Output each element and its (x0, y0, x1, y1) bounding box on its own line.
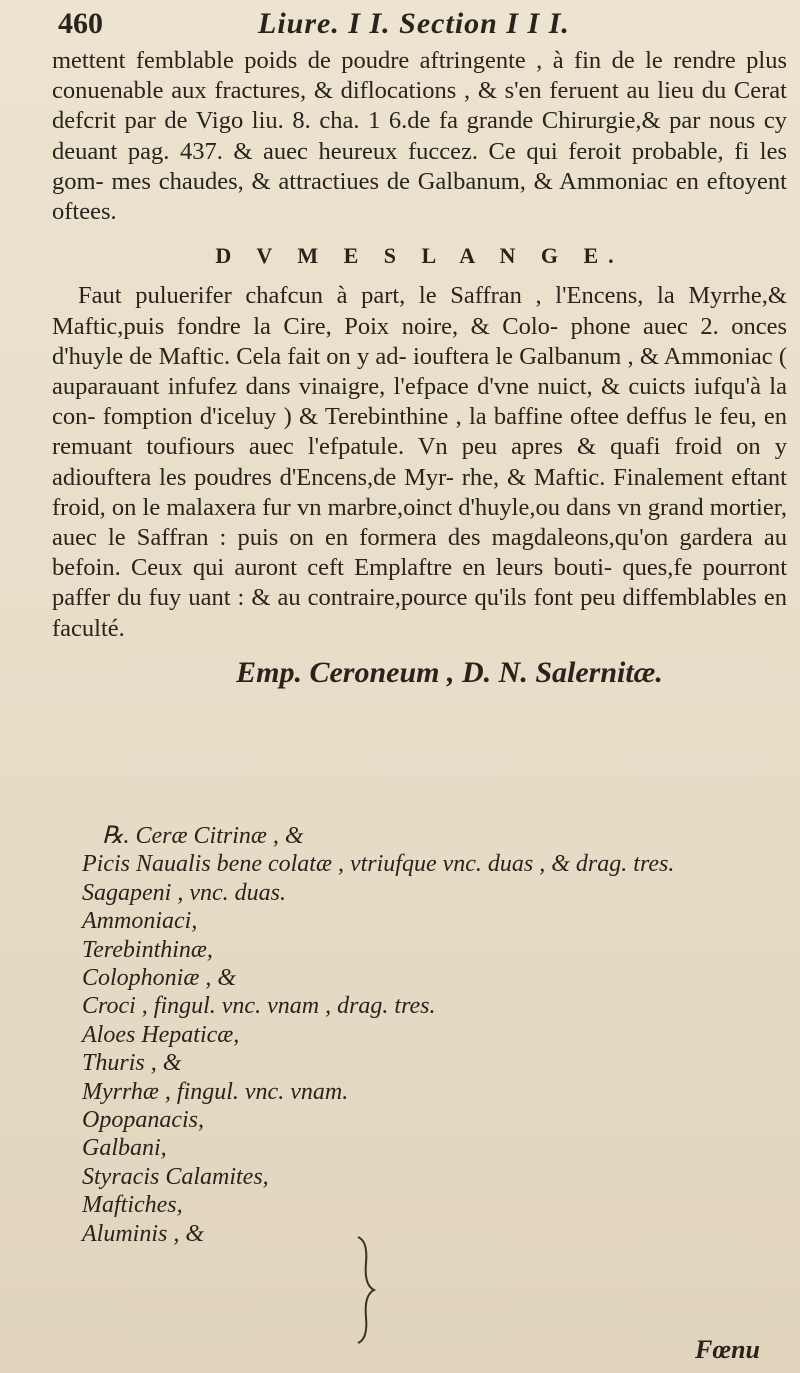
text-line: vn marbre,oinct d'huyle,ou dans vn grand mortier, auec le (52, 493, 787, 552)
recipe-line: Aloes Hepaticæ, (82, 1021, 240, 1048)
recipe-line: Thuris , & (82, 1050, 182, 1077)
text-line: dans vinaigre, l'efpace d'vne nuict, & cuicts iufqu'à la con- (52, 373, 787, 431)
curly-brace-icon (352, 1235, 382, 1345)
recipe-line: Galbani, (82, 1135, 167, 1162)
catchword: Fœnu (694, 1335, 760, 1364)
page-number: 460 (58, 7, 103, 40)
text-line: en eftoyent oftees. (52, 167, 787, 226)
text-line: rendre plus conuenable aux fractures, & diflocations , & (52, 47, 787, 105)
text-line: phone auec 2. onces d'huyle de Maftic. Cela fait on y ad- (52, 312, 788, 370)
text-line: rhe, & Maftic. Finalement eftant froid, on le malaxera fur (52, 463, 787, 521)
recipe-line: Maftiches, (82, 1192, 183, 1219)
recipe-line: Aluminis , & (82, 1220, 205, 1247)
running-title: Liure. I I. Section I I I. (258, 7, 570, 40)
recipe-line: Ammoniaci, (82, 908, 198, 935)
paragraph-1 (52, 46, 787, 227)
text-line: ques,fe pourront paffer du fuy uant : & au contraire,pource (52, 554, 787, 612)
text-line: s'en feruent au lieu du Cerat defcrit par de Vigo liu. 8. cha. (52, 77, 787, 135)
page-header (58, 4, 778, 44)
recipe-line: Opopanacis, (82, 1107, 204, 1134)
text-line: Myrrhe,& Maftic,puis fondre la Cire, Poix noire, & Colo- (52, 282, 787, 340)
text-line: fomption d'iceluy ) & Terebinthine , la baffine oftee deffus (102, 403, 695, 431)
recipe-line: Terebinthinæ, (82, 936, 213, 963)
text-line: 1 6.de fa grande Chirurgie,& par nous cy deuant pag. 437. (52, 107, 787, 165)
text-line: ioufterа le Galbanum , & Ammoniac ( auparauant infufez (52, 342, 787, 401)
paragraph-2 (52, 281, 787, 643)
text-line: mes chaudes, & attractiues de Galbanum, & Ammoniac (111, 167, 676, 195)
recipe-line: Croci , fingul. vnc. vnam , drag. tres. (82, 993, 436, 1020)
text-line: qu'ils font peu diffemblables en faculté. (52, 584, 787, 642)
recipe-line: ℞. Ceræ Citrinæ , & (102, 823, 304, 849)
recipe-line: Myrrhæ , fingul. vnc. vnam. (82, 1078, 349, 1105)
recipe-line: Colophoniæ , & (82, 965, 237, 992)
section-title: D V M E S L A N G E. (215, 243, 624, 269)
text-line: mettent femblable poids de poudre aftringente , à fin de le (52, 47, 674, 74)
main-text (52, 46, 787, 692)
recipe-list (82, 822, 762, 1248)
text-line: & auec heureux fuccez. Ce qui feroit probable, fi les gom- (52, 137, 787, 195)
recipe-line: Styracis Calamites, (82, 1163, 269, 1190)
recipe-line: Sagapeni , vnc. duas. (82, 879, 286, 906)
text-line: au befoin. Ceux qui auront ceft Emplaftre en leurs bouti- (52, 524, 787, 582)
text-line: Faut puluerifer chafcun à part, le Saffran , l'Encens, la (78, 282, 689, 310)
recipe-line: Picis Naualis bene colatæ , vtriufque vnc. duas , & drag. tres. (82, 851, 675, 878)
text-line: le feu, en remuant toufiours auec l'efpatule. Vn peu apres (52, 403, 787, 461)
text-line: Saffran : puis on en formera des magdaleons,qu'on gardera (136, 524, 764, 552)
recipe-title: Emp. Ceroneum , D. N. Salernitæ. (236, 655, 663, 689)
text-line: & quafi froid on y adiouftera les poudres d'Encens,de Myr- (52, 433, 787, 491)
